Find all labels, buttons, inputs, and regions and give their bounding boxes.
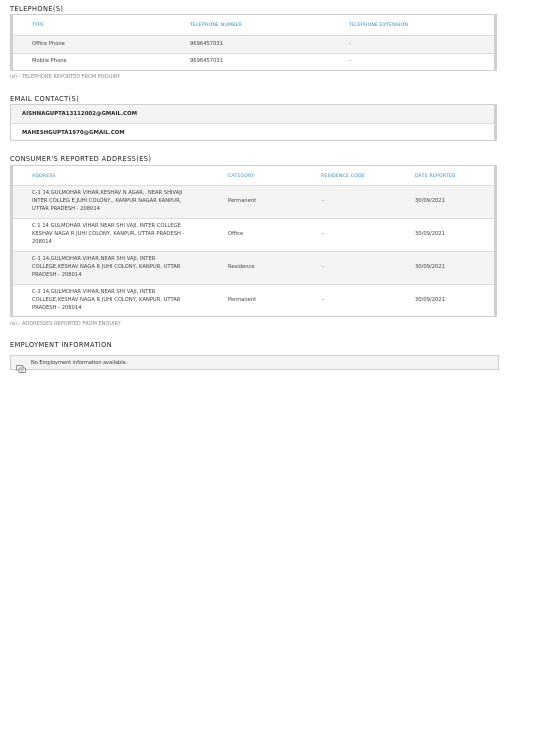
email-address: AISHNAGUPTA13112002@GMAIL.COM (22, 111, 138, 117)
telephones-header-type: TYPE (32, 23, 45, 28)
address-residence-code: - (322, 231, 324, 237)
telephones-header-extension: TELEPHONE EXTENSION (349, 23, 409, 28)
table-row (13, 251, 494, 284)
message-icon (16, 359, 26, 378)
address-text (32, 256, 222, 279)
address-line: C 1 14 GULMOHAR VIHAR NEAR SHI VAJI, INTER COLLEGE (32, 223, 181, 229)
table-row (13, 35, 494, 53)
address-line: C-1 14,GULMOHAR VIHAR,NEAR SHI VAJI, INTER (32, 256, 156, 262)
address-residence-code: - (322, 198, 324, 204)
address-line: INTER COLLEG E,JUHI COLONY,, KANPUR NAGAR KANPUR, (32, 197, 182, 204)
address-category: Permanent (228, 297, 257, 303)
employment-title: EMPLOYMENT INFORMATION (10, 341, 113, 349)
email-address: MAHESHGUPTA1970@GMAIL.COM (22, 130, 125, 136)
address-line: 208014 (32, 238, 52, 245)
address-text (32, 223, 222, 246)
address-date: 30/09/2021 (415, 297, 445, 303)
address-line: KESHAV NAGA R JUHI COLONY, KANPUR, UTTAR PRADESH - (32, 230, 185, 237)
addresses-table (10, 165, 497, 317)
address-line: C-1 14,GULMOHAR VIHAR,NEAR SHI VAJI, INTER (32, 289, 156, 295)
telephone-type: Office Phone (32, 41, 65, 47)
telephones-header-row (13, 15, 494, 35)
list-item (11, 105, 494, 123)
telephone-type: Mobile Phone (32, 58, 67, 64)
address-line: COLLEGE,KESHAV NAGA R JUHI COLONY, KANPUR, UTTAR (32, 296, 181, 303)
address-residence-code: - (322, 297, 324, 303)
addresses-header-address: ADDRESS (32, 174, 56, 179)
address-date: 30/09/2021 (415, 198, 445, 204)
address-line: C-1 14,GULMOHAR VIHAR,KESHAV N AGAR,, NEAR SHIVAJI (32, 190, 183, 196)
table-row (13, 185, 494, 218)
address-line: PRADESH - 208014 (32, 271, 82, 278)
address-line: PRADESH - 208014 (32, 304, 82, 311)
address-date: 30/09/2021 (415, 231, 445, 237)
table-row (13, 53, 494, 70)
address-category: Permanent (228, 198, 257, 204)
table-row (13, 218, 494, 251)
telephone-number: 9696457031 (190, 58, 224, 64)
telephones-note: (e) - TELEPHONE REPORTED FROM ENQUIRY (10, 74, 121, 80)
addresses-header-category: CATEGORY (228, 174, 255, 179)
telephones-table (10, 14, 497, 71)
address-residence-code: - (322, 264, 324, 270)
addresses-header-row (13, 166, 494, 185)
address-line: COLLEGE,KESHAV NAGA R JUHI COLONY, KANPUR, UTTAR (32, 263, 181, 270)
emails-title: EMAIL CONTACT(S) (10, 95, 80, 103)
telephone-number: 9696457031 (190, 41, 224, 47)
address-line: UTTAR PRADESH - 208014 (32, 205, 100, 212)
addresses-title: CONSUMER'S REPORTED ADDRESS(ES) (10, 155, 152, 163)
address-category: Office (228, 231, 244, 237)
telephones-title: TELEPHONE(S) (10, 5, 64, 13)
emails-box (10, 104, 497, 141)
address-category: Residence (228, 264, 255, 270)
telephone-extension: - (349, 58, 351, 64)
table-row (13, 284, 494, 316)
telephones-header-number: TELEPHONE NUMBER (190, 23, 243, 28)
employment-box (10, 355, 499, 370)
telephone-extension: - (349, 41, 351, 47)
addresses-header-residence-code: RESIDENCE CODE (321, 174, 365, 179)
address-text (32, 289, 222, 312)
list-item (11, 123, 494, 140)
address-text (32, 190, 222, 213)
employment-message: No Employment information available. (31, 360, 128, 366)
address-date: 30/09/2021 (415, 264, 445, 270)
addresses-note: (e) - ADDRESSES REPORTED FROM ENQUIRY (10, 321, 121, 327)
addresses-header-date: DATE REPORTED (415, 174, 456, 179)
